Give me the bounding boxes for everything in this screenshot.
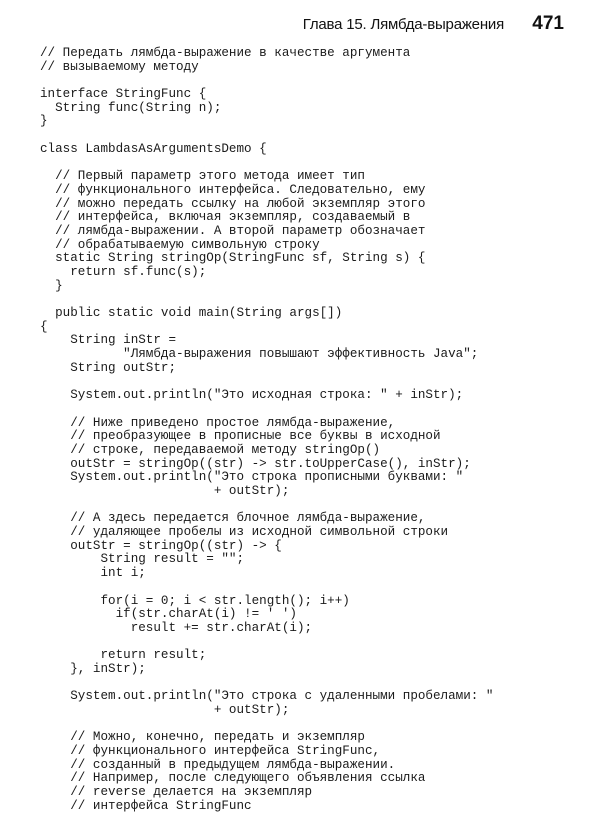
code-line: + outStr); <box>40 703 290 717</box>
code-line: } <box>40 114 48 129</box>
code-line: String inStr = <box>40 333 177 348</box>
code-line: // можно передать ссылку на любой экземпляр этого <box>40 196 426 211</box>
code-line: } <box>40 278 63 293</box>
code-line: result += str.charAt(i); <box>40 620 313 635</box>
code-line: // функционального интерфейса StringFunc, <box>40 744 381 759</box>
code-line <box>40 718 493 732</box>
code-line <box>40 376 493 390</box>
code-line: // reverse делается на экземпляр <box>40 785 313 800</box>
code-line: // Можно, конечно, передать и экземпляр <box>40 730 365 745</box>
page-number: 471 <box>532 13 564 34</box>
code-line: System.out.println("Это строка прописными буквами: " <box>40 470 464 485</box>
code-line <box>40 403 493 417</box>
code-line: int i; <box>40 566 146 581</box>
page-header <box>0 14 600 38</box>
code-line <box>40 677 493 691</box>
code-line: // Передать лямбда-выражение в качестве аргумента <box>40 46 411 60</box>
code-line: // Например, после следующего объявления ссылка <box>40 771 426 786</box>
code-listing <box>40 47 493 814</box>
code-line: interface StringFunc { <box>40 87 207 102</box>
code-line: // удаляющее пробелы из исходной символьной строки <box>40 525 449 540</box>
code-line: String result = ""; <box>40 552 245 567</box>
code-line: public static void main(String args[]) <box>40 306 343 321</box>
code-line: { <box>40 319 48 334</box>
code-line: // обрабатываемую символьную строку <box>40 237 320 252</box>
code-line <box>40 74 493 88</box>
code-line: outStr = stringOp((str) -> { <box>40 538 282 553</box>
code-line: if(str.charAt(i) != ' ') <box>40 607 297 622</box>
code-line: outStr = stringOp((str) -> str.toUpperCase(), inStr); <box>40 456 471 471</box>
code-line: // А здесь передается блочное лямбда-выражение, <box>40 511 426 526</box>
code-line: return result; <box>40 648 207 663</box>
code-line: // строке, передаваемой методу stringOp() <box>40 442 381 457</box>
code-line: // лямбда-выражении. А второй параметр обозначает <box>40 223 426 238</box>
code-line: // функционального интерфейса. Следовательно, ему <box>40 182 426 197</box>
code-line: static String stringOp(StringFunc sf, String s) { <box>40 251 426 266</box>
chapter-title: Глава 15. Лямбда-выражения <box>302 16 504 33</box>
code-line <box>40 129 493 143</box>
code-line: // интерфейса StringFunc <box>40 798 252 813</box>
code-line: // Ниже приведено простое лямбда-выражение, <box>40 415 396 430</box>
code-line: return sf.func(s); <box>40 265 207 279</box>
code-line: String outStr; <box>40 360 177 375</box>
code-line: // вызываемому методу <box>40 59 199 74</box>
code-line <box>40 636 493 650</box>
code-line <box>40 499 493 513</box>
code-line: for(i = 0; i < str.length(); i++) <box>40 593 350 608</box>
code-line: System.out.println("Это строка с удаленными пробелами: " <box>40 689 494 704</box>
code-line: }, inStr); <box>40 661 146 676</box>
code-line: class LambdasAsArgumentsDemo { <box>40 141 267 156</box>
code-line <box>40 581 493 595</box>
code-line: System.out.println("Это исходная строка: " + inStr); <box>40 388 464 403</box>
code-line: // Первый параметр этого метода имеет тип <box>40 169 365 184</box>
code-line: "Лямбда-выражения повышают эффективность Java"; <box>40 347 479 362</box>
code-line: // преобразующее в прописные все буквы в исходной <box>40 429 441 444</box>
code-line: // интерфейса, включая экземпляр, создаваемый в <box>40 210 411 225</box>
code-line: // созданный в предыдущем лямбда-выражении. <box>40 757 396 772</box>
code-line <box>40 293 493 307</box>
code-line <box>40 157 493 171</box>
code-line: + outStr); <box>40 484 290 498</box>
code-line: String func(String n); <box>40 100 222 115</box>
